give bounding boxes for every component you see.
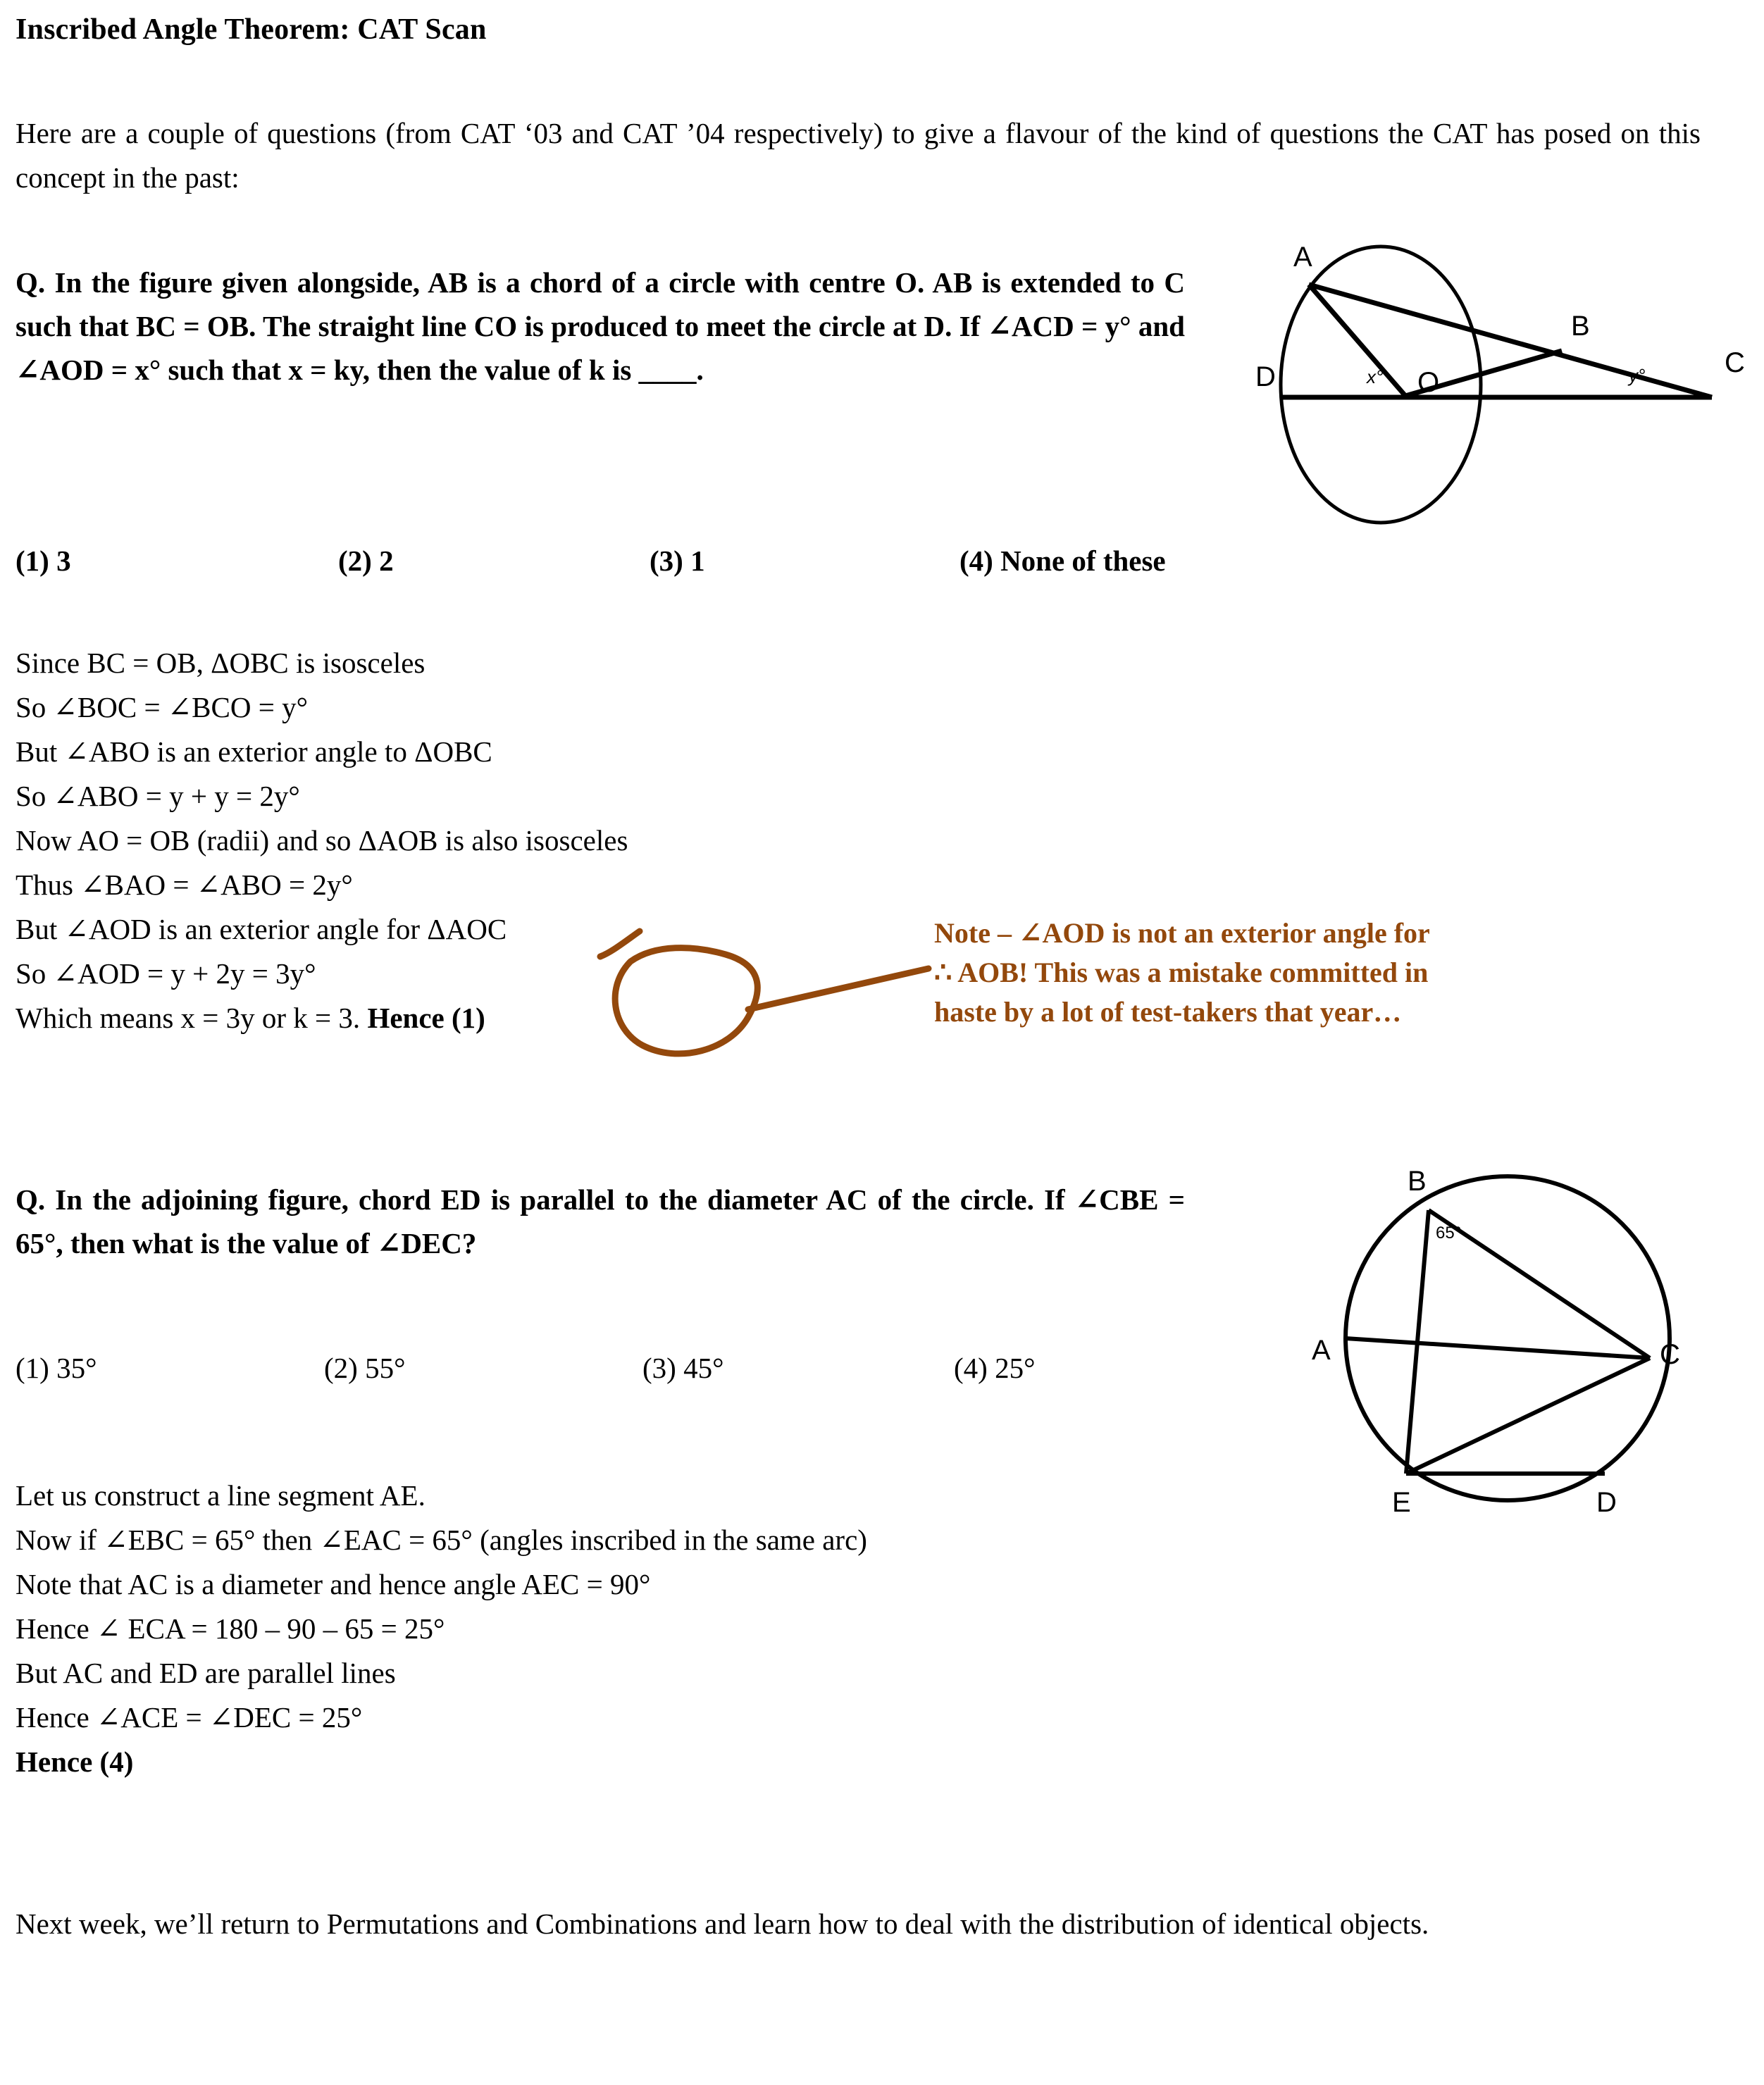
label-O: O	[1417, 367, 1440, 398]
option-marker: (1)	[15, 1352, 49, 1384]
question-2-options	[15, 1351, 1213, 1385]
line-EC	[1406, 1358, 1650, 1474]
solution-line: Since BC = OB, ΔOBC is isosceles	[15, 647, 426, 679]
question-2-figure	[1268, 1148, 1705, 1518]
solution-line: Now AO = OB (radii) and so ΔAOB is also isosceles	[15, 824, 628, 857]
option-label: 55°	[365, 1352, 406, 1384]
intro-paragraph: Here are a couple of questions (from CAT ‘03 and CAT ’04 respectively) to give a flavour of the kind of questions the CAT has posed on this concept in the past:	[15, 117, 1701, 194]
solution-line: Hence ∠ ECA = 180 – 90 – 65 = 25°	[15, 1612, 445, 1645]
option-marker: (2)	[338, 544, 372, 577]
label-C: C	[1725, 347, 1745, 378]
label-D: D	[1596, 1487, 1617, 1518]
option-marker: (3)	[642, 1352, 676, 1384]
option-row-item[interactable]	[954, 1351, 1035, 1385]
solution-answer-label: Hence (1)	[367, 1002, 485, 1034]
question-1-text: Q. In the figure given alongside, AB is a chord of a circle with centre O. AB is extended to C such that BC = OB. The straight line CO is produced to meet the circle at D. If ∠ACD = y° and ∠AOD = x° such that x = ky, then the value of k is ____.	[15, 266, 1185, 386]
label-x-angle: x°	[1367, 366, 1384, 387]
option-row-item[interactable]	[15, 544, 338, 578]
label-D: D	[1255, 361, 1276, 392]
question-1-solution	[15, 641, 1072, 1040]
annotation-note-line: Note – ∠AOD is not an exterior angle for	[934, 917, 1430, 949]
label-E: E	[1392, 1487, 1411, 1518]
question-1-figure	[1191, 231, 1761, 541]
annotation-note-line: ∴ AOB! This was a mistake committed in	[934, 957, 1429, 988]
option-label: 35°	[56, 1352, 97, 1384]
option-row-item[interactable]	[959, 544, 1166, 578]
label-65-angle: 65°	[1436, 1224, 1462, 1243]
option-label: 25°	[995, 1352, 1036, 1384]
line-AO	[1309, 285, 1405, 396]
solution-line: But ∠ABO is an exterior angle to ΔOBC	[15, 735, 492, 768]
option-marker: (2)	[324, 1352, 358, 1384]
question-1-options	[15, 544, 1354, 578]
option-label: None of these	[1000, 544, 1166, 577]
annotation-note-line: haste by a lot of test-takers that year…	[934, 996, 1402, 1028]
line-AC	[1346, 1338, 1650, 1358]
solution-line: But AC and ED are parallel lines	[15, 1657, 396, 1689]
label-B: B	[1408, 1166, 1427, 1197]
option-marker: (1)	[15, 544, 49, 577]
solution-final-line	[15, 996, 1072, 1040]
solution-line: So ∠ABO = y + y = 2y°	[15, 780, 300, 812]
option-marker: (4)	[954, 1352, 988, 1384]
solution-line: Now if ∠EBC = 65° then ∠EAC = 65° (angles inscribed in the same arc)	[15, 1524, 867, 1556]
option-row-item[interactable]	[650, 544, 959, 578]
label-C: C	[1660, 1339, 1680, 1370]
solution-line: Thus ∠BAO = ∠ABO = 2y°	[15, 869, 353, 901]
annotation-note-text	[934, 914, 1430, 1032]
question-2-text: Q. In the adjoining figure, chord ED is parallel to the diameter AC of the circle. If ∠CBE = 65°, then what is the value of ∠DEC?	[15, 1183, 1185, 1259]
solution-line: So ∠AOD = y + 2y = 3y°	[15, 957, 316, 990]
solution-line: So ∠BOC = ∠BCO = y°	[15, 691, 309, 723]
option-label: 3	[56, 544, 71, 577]
solution-answer-label: Hence (4)	[15, 1745, 134, 1778]
question-2-solution	[15, 1474, 1354, 1784]
option-marker: (3)	[650, 544, 683, 577]
option-label: 45°	[683, 1352, 724, 1384]
option-label: 2	[379, 544, 394, 577]
label-y-angle: y°	[1629, 365, 1646, 386]
solution-line: But ∠AOD is an exterior angle for ΔAOC	[15, 913, 507, 945]
option-label: 1	[690, 544, 705, 577]
solution-final-text: Which means x = 3y or k = 3.	[15, 1002, 368, 1034]
line-BC	[1429, 1210, 1650, 1358]
label-B: B	[1571, 311, 1590, 342]
solution-line: Note that AC is a diameter and hence angle AEC = 90°	[15, 1568, 651, 1600]
option-row-item[interactable]	[642, 1351, 954, 1385]
option-row-item[interactable]	[338, 544, 650, 578]
option-row-item[interactable]	[324, 1351, 642, 1385]
option-row-item[interactable]	[15, 1351, 324, 1385]
label-A: A	[1293, 242, 1312, 273]
page-title: Inscribed Angle Theorem: CAT Scan	[15, 13, 487, 46]
closing-paragraph: Next week, we’ll return to Permutations and Combinations and learn how to deal with the distribution of identical objects.	[15, 1907, 1429, 1940]
solution-line: Hence ∠ACE = ∠DEC = 25°	[15, 1701, 363, 1734]
option-marker: (4)	[959, 544, 993, 577]
label-A: A	[1312, 1335, 1331, 1366]
solution-line: Let us construct a line segment AE.	[15, 1479, 426, 1512]
